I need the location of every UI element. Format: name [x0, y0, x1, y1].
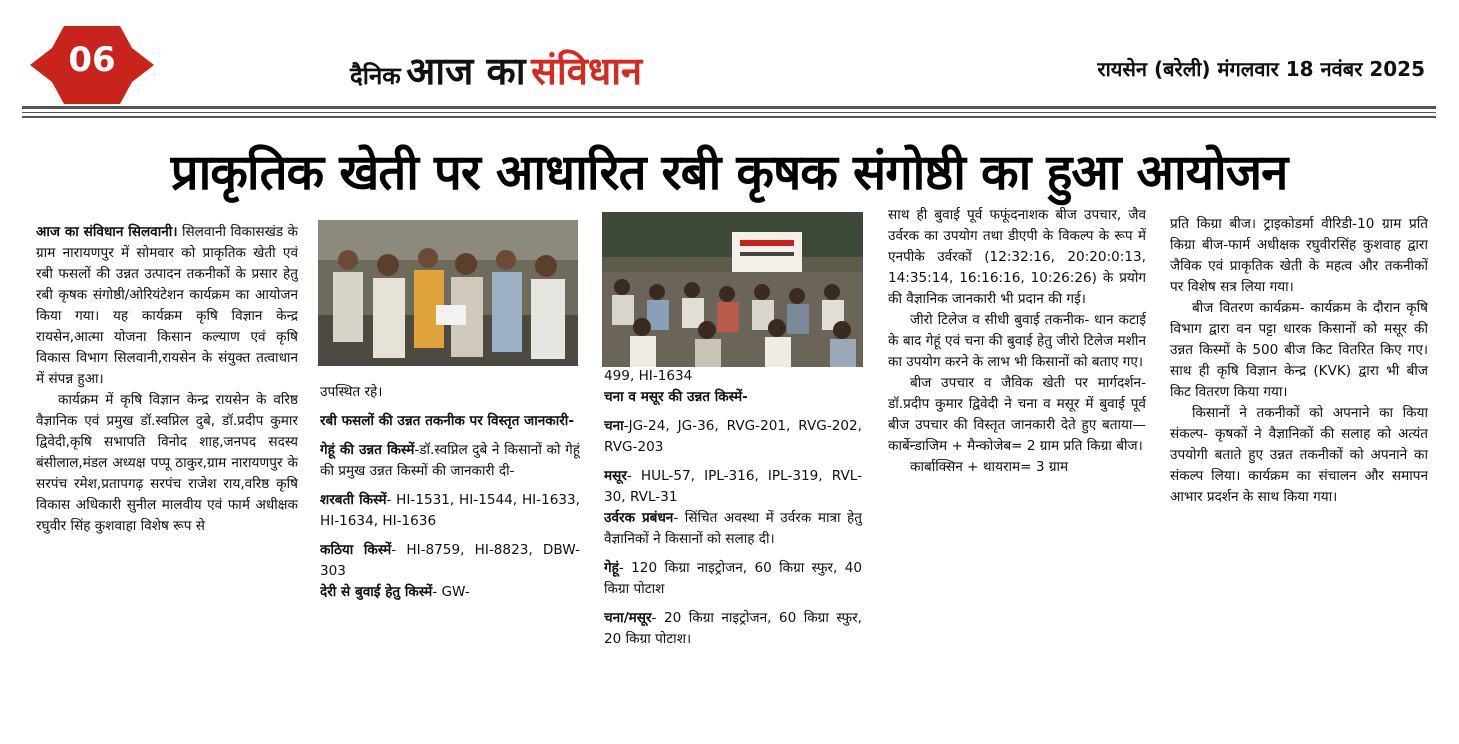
article-column-3 [604, 366, 862, 744]
label: गेहूं की उन्नत किस्में [320, 442, 415, 458]
event-photo-gathering [602, 212, 863, 367]
paragraph: -डॉ.स्वप्निल दुबे ने किसानों को गेहूं की प्रमुख उन्नत किस्मों की जानकारी दी- [320, 442, 580, 479]
label: देरी से बुवाई हेतु किस्में [320, 584, 433, 600]
paragraph: बीज उपचार व जैविक खेती पर मार्गदर्शन-डॉ.प्रदीप कुमार द्विवेदी ने चना व मसूर में बुवाई पूर्व बीज उपचार की विस्तृत जानकारी देते हुए बताया—कार्बेन्डाजिम + मैन्कोजेब= 2 ग्राम प्रति किग्रा बीज। [888, 375, 1146, 454]
label: शरबती किस्में [320, 492, 387, 508]
header-rule-bottom [22, 116, 1436, 118]
article-column-2 [320, 382, 580, 744]
paragraph: - 20 किग्रा नाइट्रोजन, 60 किग्रा स्फुर, 20 किग्रा पोटाश। [604, 610, 862, 647]
event-photo-felicitation [318, 220, 578, 366]
header-rule [22, 106, 1436, 109]
paragraph: साथ ही बुवाई पूर्व फफूंदनाशक बीज उपचार, जैव उर्वरक का उपयोग तथा डीएपी के विकल्प के रूप में एनपीके उर्वरकों (12:32:16, 20:20:0:13, 14:35:14, 16:16:16, 10:26:26) के प्रयोग की वैज्ञानिक जानकारी भी प्रदान की गई। [888, 207, 1146, 307]
paragraph: - 120 किग्रा नाइट्रोजन, 60 किग्रा स्फुर, 40 किग्रा पोटाश [604, 560, 862, 597]
masthead-title-black: आज का [406, 49, 526, 93]
paragraph: कार्यक्रम में कृषि विज्ञान केन्द्र रायसेन के वरिष्ठ वैज्ञानिक एवं प्रमुख डॉ.स्वप्निल दुबे, डॉ.प्रदीप कुमार द्विवेदी,कृषि सभापति विनोद शाह,जनपद सदस्य बंसीलाल,मंडल अध्यक्ष पप्पू ठाकुर,ग्राम नारायणपुर के सरपंच रमेश,प्रतापगढ़ सरपंच राजेश राय,वरिष्ठ कृषि विकास अधिकारी सुनील मालवीय एवं फार्म अधीक्षक रघुवीर सिंह कुशवाहा विशेष रूप से [36, 392, 298, 534]
page-number: 06 [68, 40, 116, 80]
label: गेहूं [604, 560, 619, 576]
paragraph: उपस्थित रहे। [320, 384, 383, 400]
subheading: चना व मसूर की उन्नत किस्में- [604, 389, 748, 405]
subheading: रबी फसलों की उन्नत तकनीक पर विस्तृत जानकारी- [320, 413, 574, 429]
masthead-title-red: संविधान [531, 49, 643, 93]
masthead [350, 44, 642, 96]
article-column-4 [888, 205, 1146, 744]
headline: प्राकृतिक खेती पर आधारित रबी कृषक संगोष्ठी का हुआ आयोजन [170, 144, 1288, 201]
label: चना [604, 418, 624, 434]
paragraph: - GW- [432, 584, 470, 600]
paragraph: कार्बाक्सिन + थायराम= 3 ग्राम [910, 459, 1069, 475]
dateline: रायसेन (बरेली) मंगलवार 18 नवंबर 2025 [1097, 57, 1425, 81]
article-column-1 [36, 222, 298, 744]
paragraph: - HI-1531, HI-1544, HI-1633, HI-1634, HI-1636 [320, 492, 580, 529]
paragraph: -JG-24, JG-36, RVG-201, RVG-202, RVG-203 [604, 418, 862, 455]
paragraph: जीरो टिलेज व सीधी बुवाई तकनीक- धान कटाई के बाद गेहूं एवं चना की बुवाई हेतु जीरो टिलेज मशीन का उपयोग करने के लाभ भी किसानों को बताए गए। [888, 312, 1146, 370]
paragraph: 499, HI-1634 [604, 368, 693, 384]
label: चना/मसूर [604, 610, 652, 626]
story-dateline: आज का संविधान सिलवानी। [36, 224, 178, 240]
article-column-5 [1170, 214, 1428, 744]
paragraph: किसानों ने तकनीकों को अपनाने का किया संकल्प- कृषकों ने वैज्ञानिकों की सलाह को अत्यंत उपयोगी बताते हुए उन्नत तकनीकों को अपनाने का संकल्प लिया। कार्यक्रम का संचालन और समापन आभार प्रदर्शन के साथ किया गया। [1170, 405, 1428, 505]
label: उर्वरक प्रबंधन [604, 510, 674, 526]
label: कठिया किस्में [320, 542, 392, 558]
header-rule-thin [22, 112, 1436, 113]
paragraph: प्रति किग्रा बीज। ट्राइकोडर्मा वीरिडी-10 ग्राम प्रति किग्रा बीज-फार्म अधीक्षक रघुवीरसिंह कुशवाह द्वारा जैविक एवं प्राकृतिक खेती के महत्व और तकनीकों पर विशेष सत्र लिया गया। [1170, 216, 1428, 295]
masthead-prefix: दैनिक [350, 62, 401, 90]
paragraph: बीज वितरण कार्यक्रम- कार्यक्रम के दौरान कृषि विभाग द्वारा वन पट्टा धारक किसानों को मसूर की उन्नत किस्मों के 500 बीज किट वितरित किए गए। साथ ही कृषि विज्ञान केन्द्र (KVK) द्वारा भी बीज किट वितरण किया गया। [1170, 300, 1428, 400]
label: मसूर [604, 468, 627, 484]
paragraph: - HI-8759, HI-8823, DBW-303 [320, 542, 580, 579]
paragraph: सिलवानी विकासखंड के ग्राम नारायणपुर में सोमवार को प्राकृतिक खेती एवं रबी फसलों की उन्नत उत्पादन तकनीकों के प्रसार हेतु रबी कृषक संगोष्ठी/ओरियंटेशन कार्यक्रम का आयोजन किया गया। यह कार्यक्रम कृषि विज्ञान केन्द्र रायसेन,आत्मा योजना किसान कल्याण एवं कृषि विकास विभाग सिलवानी,रायसेन के संयुक्त तत्वाधान में संपन्न हुआ। [36, 224, 298, 387]
paragraph: - HUL-57, IPL-316, IPL-319, RVL-30, RVL-31 [604, 468, 862, 505]
paragraph: - सिंचित अवस्था में उर्वरक मात्रा हेतु वैज्ञानिकों ने किसानों को सलाह दी। [604, 510, 862, 547]
